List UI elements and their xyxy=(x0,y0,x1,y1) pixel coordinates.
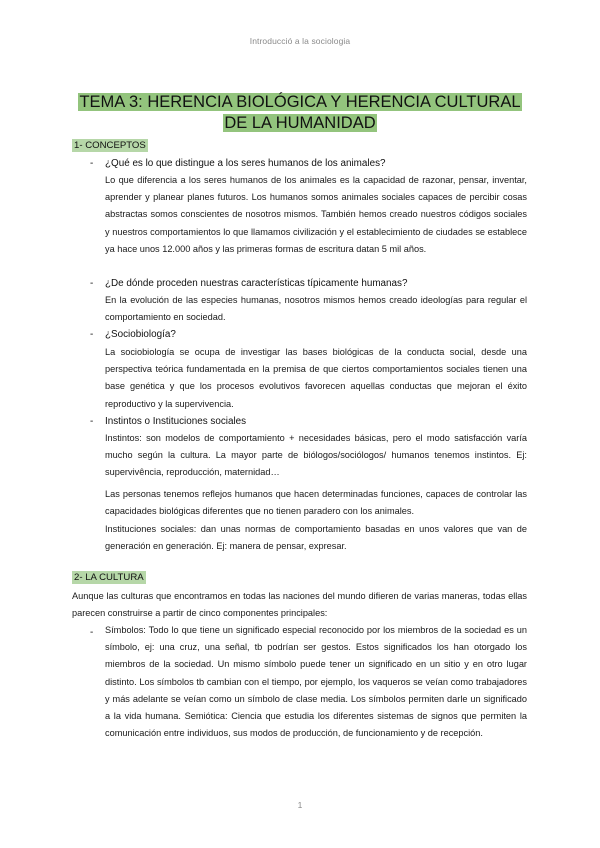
page-header: Introducció a la sociologia xyxy=(249,36,351,46)
question-origin: ¿De dónde proceden nuestras características típicamente humanas? xyxy=(105,278,408,289)
bullet-dash: - xyxy=(90,627,94,638)
title-line-2: DE LA HUMANIDAD xyxy=(224,114,376,132)
question-distinguish: ¿Qué es lo que distingue a los seres humanos de los animales? xyxy=(105,158,386,169)
page-title xyxy=(0,92,600,134)
intro-paragraph: Aunque las culturas que encontramos en todas las naciones del mundo difieren de varias maneras, todas ellas parecen construirse a partir de cinco componentes principales: xyxy=(72,591,527,619)
section-heading-cultura: 2- LA CULTURA xyxy=(74,572,144,583)
bullet-dash: - xyxy=(90,416,94,427)
bullet-dash: - xyxy=(90,158,94,169)
answer-paragraph: Las personas tenemos reflejos humanos que hacen determinadas funciones, capaces de controlar las capacidades biológicas diferentes que no tienen paradero con los animales. xyxy=(105,489,527,517)
bullet-dash: - xyxy=(90,278,94,289)
section-heading-conceptos: 1- CONCEPTOS xyxy=(74,140,146,151)
answer-paragraph: La sociobiología se ocupa de investigar las bases biológicas de la conducta social, desde una perspectiva teórica fundamentada en la premisa de que ciertos comportamientos sociales tienen una base genética y que los procesos evolutivos favorecen aquellas conductas que mejoran el éxito reproductivo y la supervivencia. xyxy=(105,347,527,409)
symbols-paragraph: Símbolos: Todo lo que tiene un significado especial reconocido por los miembros de la sociedad es un símbolo, ej: una cruz, una señal, tb podrían ser gestos. Estos significados los han otorgado los miembros de la sociedad. Un mismo símbolo puede tener un significado en un sitio y en otro lugar distinto. Los símbolos tb cambian con el tiempo, por ejemplo, los vaqueros se veían como trabajadores y más adelante se veían como un símbolo de clase media. Los símbolos permiten darle un significado a la vida humana. Semiótica: Ciencia que estudia los diferentes sistemas de signos que permiten la comunicación entre individuos, sus modos de producción, de funcionamiento y de recepción. xyxy=(105,625,527,739)
title-line-1: TEMA 3: HERENCIA BIOLÓGICA Y HERENCIA CULTURAL xyxy=(79,93,521,111)
page-number: 1 xyxy=(297,800,303,810)
question-sociobiology: ¿Sociobiología? xyxy=(105,329,176,340)
answer-paragraph: Instituciones sociales: dan unas normas de comportamiento basadas en unos valores que van de generación en generación. Ej: manera de pensar, expresar. xyxy=(105,524,527,552)
question-instincts: Instintos o Instituciones sociales xyxy=(105,416,247,427)
answer-paragraph: Lo que diferencia a los seres humanos de los animales es la capacidad de razonar, pensar, inventar, aprender y planear planes futuros. Los humanos somos animales sociales capaces de percibir cosas abstractas somos conscientes de nosotros mismos. También hemos creado nuestros códigos sociales y nuestros comportamientos lo que llamamos civilización y el establecimiento de ciudades se establece ya hace unos 12.000 años y las primeras formas de escritura datan 5 mil años. xyxy=(105,175,527,254)
bullet-dash: - xyxy=(90,329,94,340)
answer-paragraph: En la evolución de las especies humanas, nosotros mismos hemos creado ideologías para regular el comportamiento en sociedad. xyxy=(105,295,527,323)
answer-paragraph: Instintos: son modelos de comportamiento + necesidades básicas, pero el modo satisfacción varía mucho según la cultura. La mayor parte de biólogos/sociólogos/ humanos tenemos instintos. Ej: supervivência, reproducción, maternidad… xyxy=(105,433,527,478)
